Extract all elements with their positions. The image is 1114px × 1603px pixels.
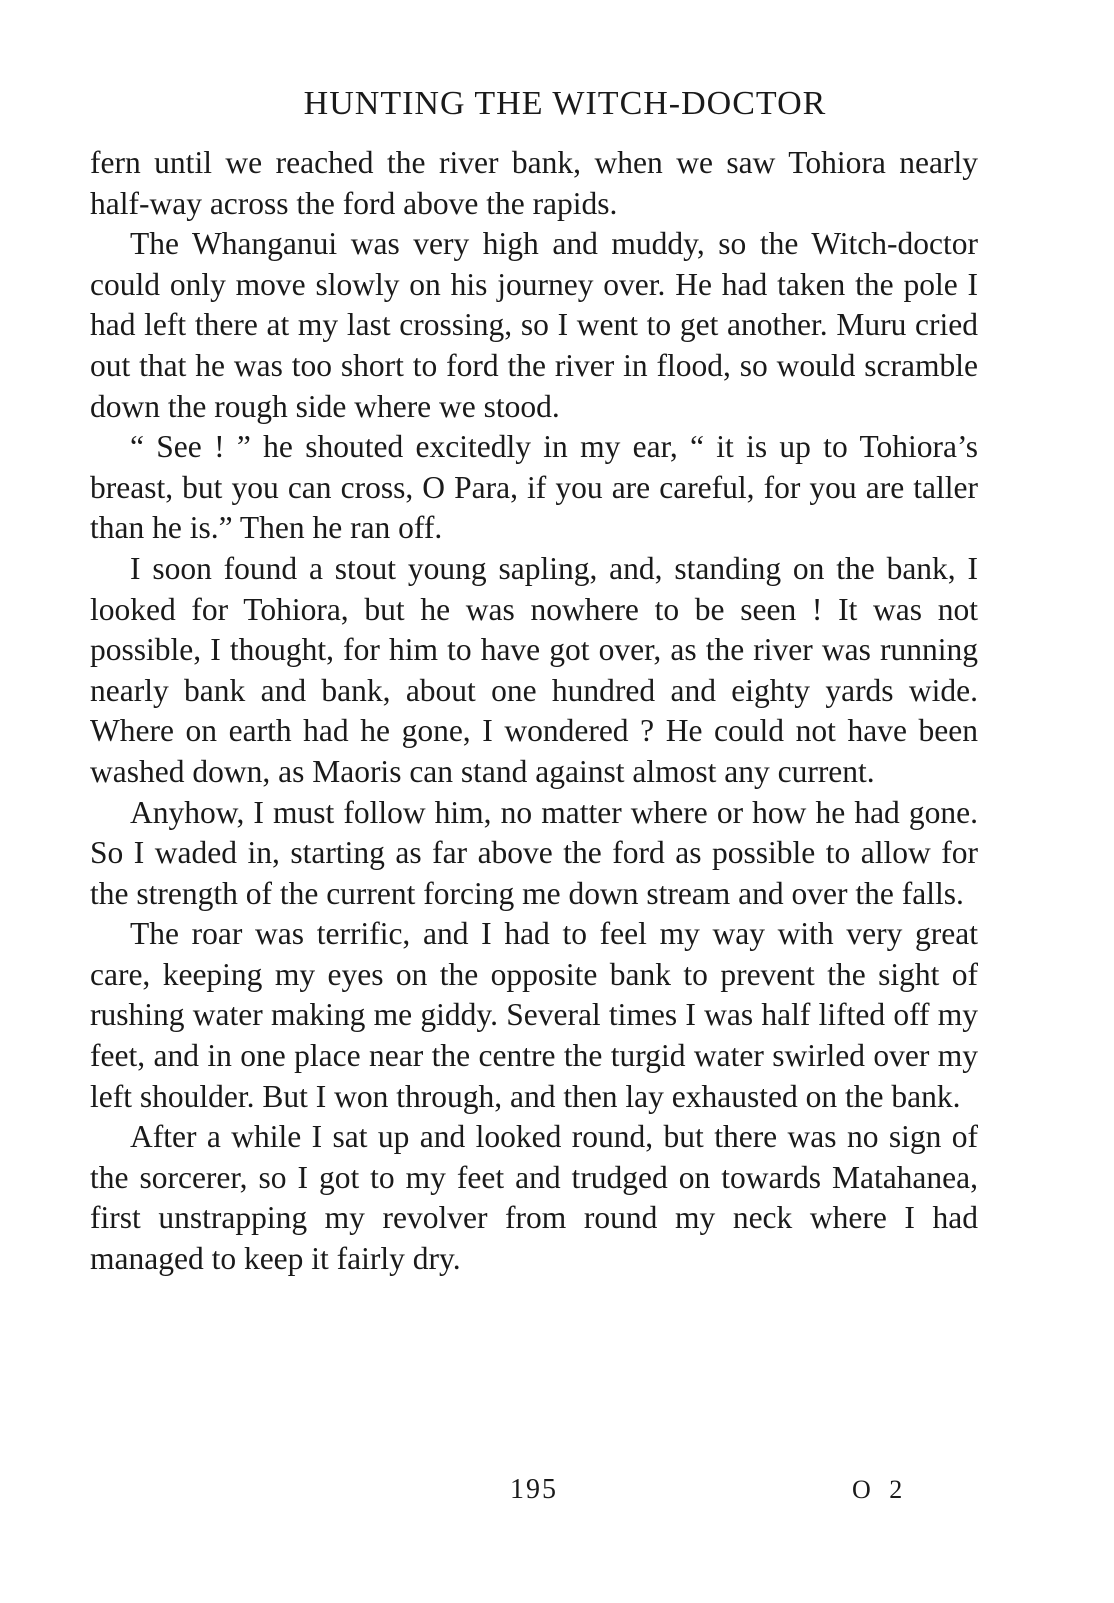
paragraph: “ See ! ” he shouted excitedly in my ear, “ it is up to Tohiora’s breast, but you can cross, O Para, if you are careful, for you are taller than he is.” Then he ran off. <box>90 429 978 546</box>
page-footer <box>0 1470 1114 1510</box>
paragraph: The Whanganui was very high and muddy, so the Witch-doctor could only move slowly on his journey over. He had taken the pole I had left there at my last crossing, so I went to get another. Muru cried out that he was too short to ford the river in flood, so would scramble down the rough side where we stood. <box>90 226 978 424</box>
paragraph-continued: fern until we reached the river bank, when we saw Tohiora nearly half-way across the ford above the rapids. <box>90 145 978 221</box>
signature-mark: O 2 <box>852 1475 909 1504</box>
paragraph: After a while I sat up and looked round, but there was no sign of the sorcerer, so I got to my feet and trudged on towards Matahanea, first unstrapping my revolver from round my neck where I had managed to keep it fairly dry. <box>90 1119 978 1277</box>
paragraph: Anyhow, I must follow him, no matter where or how he had gone. So I waded in, starting as far above the ford as possible to allow for the strength of the current forcing me down stream and over the falls. <box>90 794 978 911</box>
page-number: 195 <box>510 1474 558 1505</box>
paragraph: I soon found a stout young sapling, and, standing on the bank, I looked for Tohiora, but he was nowhere to be seen ! It was not possible, I thought, for him to have got over, as the river was running nearly bank and bank, about one hundred and eighty yards wide. Where on earth had he gone, I wondered ? He could not have been washed down, as Maoris can stand against almost any current. <box>90 550 978 789</box>
running-title: HUNTING THE WITCH-DOCTOR <box>303 85 827 122</box>
body-text <box>90 143 978 1280</box>
paragraph: The roar was terrific, and I had to feel my way with very great care, keeping my eyes on the opposite bank to prevent the sight of rushing water making me giddy. Several times I was half lifted off my feet, and in one place near the centre the turgid water swirled over my left shoulder. But I won through, and then lay exhausted on the bank. <box>90 916 978 1114</box>
